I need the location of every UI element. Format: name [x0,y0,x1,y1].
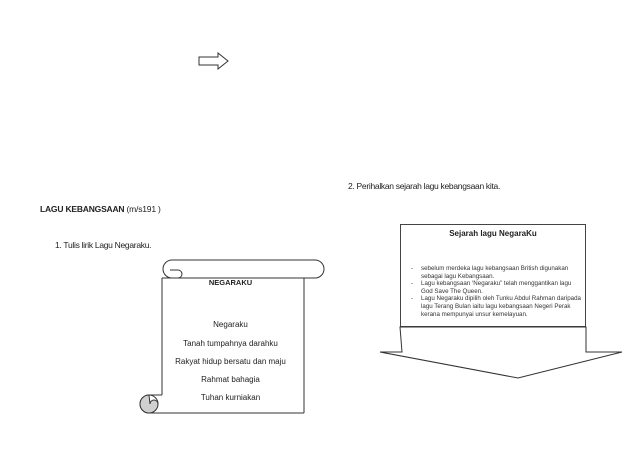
lyric-line-1: Negaraku [213,320,248,329]
lyric-line-5: Tuhan kurniakan [200,393,261,402]
page-title [40,204,161,214]
history-point-1: - sebelum merdeka lagu kebangsaan British digunakan sebagai lagu Kebangsaan. [411,265,583,280]
page-title-text: LAGU KEBANGSAAN [40,204,125,214]
right-arrow-icon [198,52,230,70]
lyric-line-2: Tanah tumpahnya darahku [183,339,278,348]
question-2: 2. Perihalkan sejarah lagu kebangsaan kita. [348,181,501,191]
lyric-line-3: Rakyat hidup bersatu dan maju [175,357,286,366]
lyric-line-4: Rahmat bahagia [201,375,260,384]
history-title: Sejarah lagu NegaraKu [449,229,537,238]
history-box [400,224,586,327]
history-list [411,265,583,318]
history-point-2: - Lagu kebangsaan ‘Negaraku” telah menggantikan lagu God Save The Queen. [411,280,583,295]
page-code: (m/s191 ) [126,204,161,214]
scroll-heading: NEGARAKU [208,278,253,287]
history-point-3: - Lagu Negaraku dipilih oleh Tunku Abdul Rahman daripada lagu Terang Bulan iaitu lagu kebangsaan Negeri Perak kerana mempunyai unsur kemelayuan. [411,295,583,318]
question-1: 1. Tulis lirik Lagu Negaraku. [55,240,152,250]
